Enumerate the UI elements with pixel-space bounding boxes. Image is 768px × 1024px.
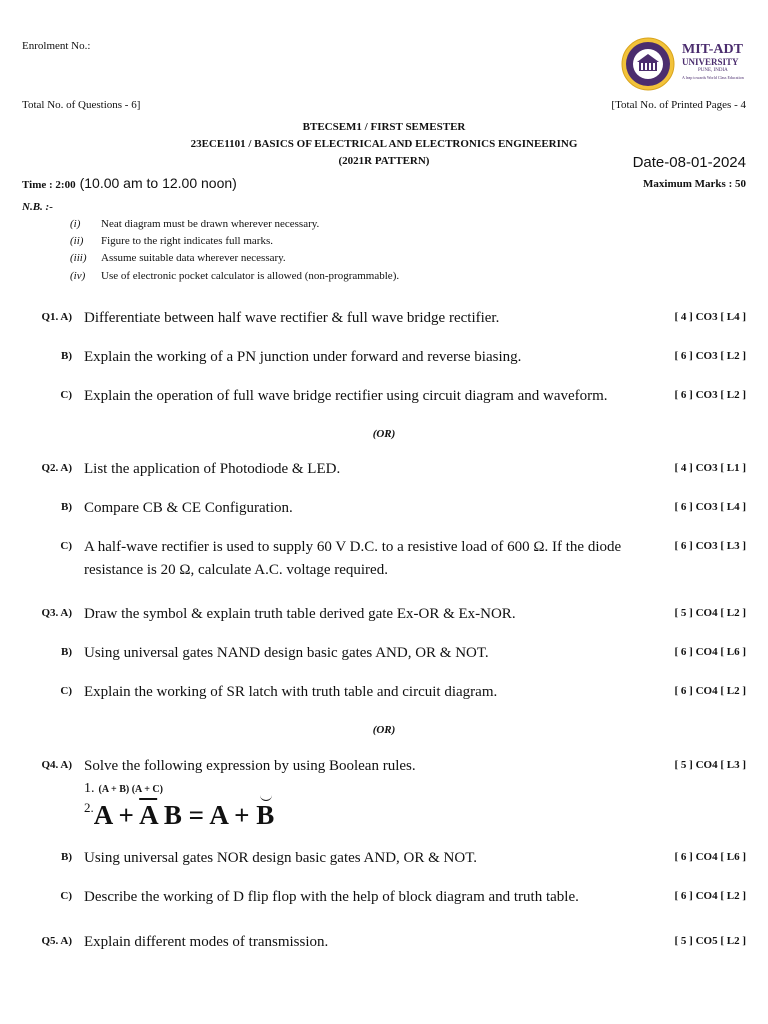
- logo-name: MIT-ADT: [682, 42, 743, 57]
- question-text: Explain different modes of transmission.: [84, 934, 329, 950]
- question-label: C): [60, 540, 72, 552]
- sub-number: 1.: [84, 781, 95, 796]
- time-row: [22, 175, 237, 193]
- nb-instruction: Figure to the right indicates full marks.: [101, 235, 273, 247]
- exam-date: Date-08-01-2024: [632, 154, 746, 171]
- pattern-line: (2021R PATTERN): [338, 155, 430, 167]
- question-marks: [ 6 ] CO3 [ L4 ]: [674, 501, 746, 513]
- nb-label: N.B. :-: [22, 201, 53, 213]
- question-text: Differentiate between half wave rectifier & full wave bridge rectifier.: [84, 310, 500, 326]
- question-marks: [ 5 ] CO4 [ L2 ]: [674, 607, 746, 619]
- question-text: Describe the working of D flip flop with the help of block diagram and truth table.: [84, 889, 579, 905]
- nb-instruction: Assume suitable data wherever necessary.: [101, 252, 286, 264]
- question-label: B): [61, 851, 72, 863]
- time-range: (10.00 am to 12.00 noon): [79, 175, 237, 191]
- boolean-expression-2: [84, 800, 274, 831]
- question-label: Q4. A): [41, 759, 72, 771]
- expr-part: A +: [93, 800, 140, 830]
- logo-tagline: A leap towards World Class Education: [682, 75, 744, 80]
- question-marks: [ 5 ] CO5 [ L2 ]: [674, 935, 746, 947]
- question-label: B): [61, 646, 72, 658]
- maximum-marks: Maximum Marks : 50: [643, 178, 746, 190]
- question-text: Explain the operation of full wave bridge rectifier using circuit diagram and waveform.: [84, 388, 608, 404]
- a-complement: $\overline{A}$: [139, 800, 158, 830]
- question-label: B): [61, 350, 72, 362]
- question-marks: [ 4 ] CO3 [ L1 ]: [674, 462, 746, 474]
- question-label: Q1. A): [41, 311, 72, 323]
- question-text: List the application of Photodiode & LED.: [84, 461, 341, 477]
- question-marks: [ 6 ] CO4 [ L6 ]: [674, 646, 746, 658]
- course-line: 23ECE1101 / BASICS OF ELECTRICAL AND ELECTRONICS ENGINEERING: [190, 138, 578, 150]
- question-marks: [ 5 ] CO4 [ L3 ]: [674, 759, 746, 771]
- or-separator: (OR): [372, 724, 396, 736]
- question-label: Q2. A): [41, 462, 72, 474]
- logo-location: PUNE, INDIA: [698, 68, 728, 73]
- boolean-expression-1: [84, 779, 163, 797]
- question-text: Solve the following expression by using Boolean rules.: [84, 758, 416, 774]
- question-label: B): [61, 501, 72, 513]
- question-marks: [ 6 ] CO4 [ L2 ]: [674, 685, 746, 697]
- total-questions: Total No. of Questions - 6]: [22, 99, 141, 111]
- question-label: C): [60, 685, 72, 697]
- question-label: Q3. A): [41, 607, 72, 619]
- question-label: C): [60, 389, 72, 401]
- or-separator: (OR): [372, 428, 396, 440]
- time-label: Time : 2:00: [22, 179, 76, 191]
- nb-number: (iii): [70, 252, 87, 264]
- question-text: Explain the working of SR latch with truth table and circuit diagram.: [84, 684, 498, 700]
- question-marks: [ 6 ] CO4 [ L6 ]: [674, 851, 746, 863]
- total-pages: [Total No. of Printed Pages - 4: [611, 99, 746, 111]
- university-logo: [618, 36, 758, 92]
- question-marks: [ 6 ] CO3 [ L3 ]: [674, 540, 746, 552]
- nb-instruction: Use of electronic pocket calculator is allowed (non-programmable).: [101, 270, 400, 282]
- question-text: A half-wave rectifier is used to supply 60 V D.C. to a resistive load of 600 Ω. If the diode resistance is 20 Ω, calculate A.C. voltage required.: [84, 539, 622, 578]
- question-marks: [ 6 ] CO3 [ L2 ]: [674, 389, 746, 401]
- university-seal-icon: [618, 36, 680, 92]
- question-marks: [ 6 ] CO4 [ L2 ]: [674, 890, 746, 902]
- b-breve: B: [256, 800, 275, 830]
- question-text: Explain the working of a PN junction under forward and reverse biasing.: [84, 349, 522, 365]
- logo-university: UNIVERSITY: [682, 57, 739, 67]
- enrolment-label: Enrolment No.:: [22, 40, 91, 52]
- nb-instruction: Neat diagram must be drawn wherever necessary.: [101, 218, 320, 230]
- question-text: Using universal gates NAND design basic gates AND, OR & NOT.: [84, 645, 489, 661]
- expression-text: (A + B) (A + C): [98, 784, 163, 795]
- question-marks: [ 4 ] CO3 [ L4 ]: [674, 311, 746, 323]
- question-label: Q5. A): [41, 935, 72, 947]
- question-text: Using universal gates NOR design basic gates AND, OR & NOT.: [84, 850, 478, 866]
- question-text: Compare CB & CE Configuration.: [84, 500, 293, 516]
- question-text: Draw the symbol & explain truth table derived gate Ex-OR & Ex-NOR.: [84, 606, 516, 622]
- sub-number: 2.: [84, 800, 94, 815]
- semester-line: BTECSEM1 / FIRST SEMESTER: [302, 121, 466, 133]
- question-marks: [ 6 ] CO3 [ L2 ]: [674, 350, 746, 362]
- nb-number: (iv): [70, 270, 86, 282]
- nb-number: (ii): [70, 235, 84, 247]
- question-label: C): [60, 890, 72, 902]
- nb-number: (i): [70, 218, 81, 230]
- expr-part: B = A +: [157, 800, 257, 830]
